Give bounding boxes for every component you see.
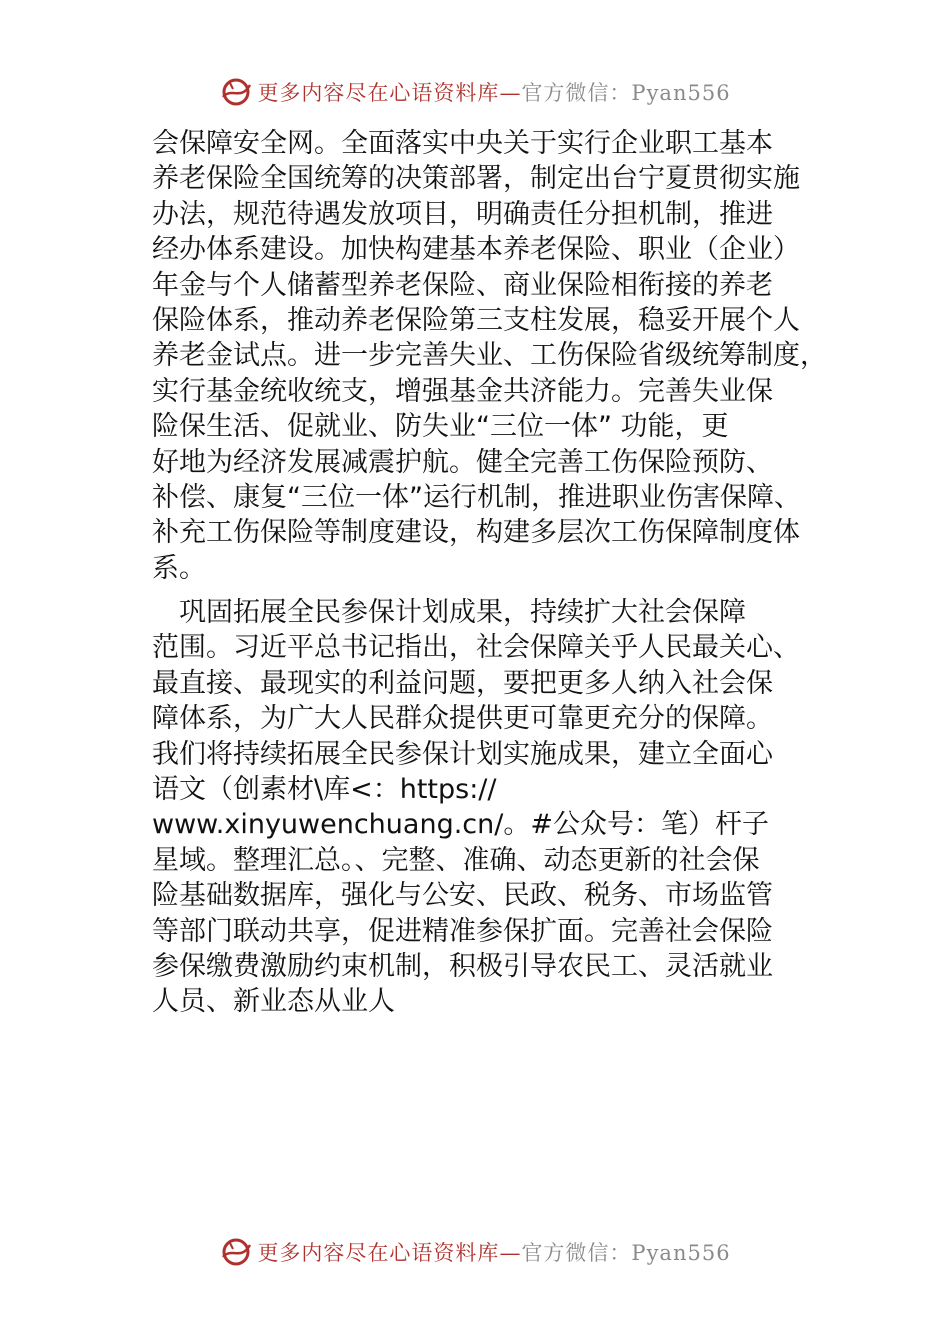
text-line: 我们将持续拓展全民参保计划实施成果，建立全面心 (152, 738, 773, 770)
text-line: 办法，规范待遇发放项目，明确责任分担机制，推进 (152, 198, 773, 230)
brush-logo-icon (219, 1235, 253, 1269)
text-line: 经办体系建设。加快构建基本养老保险、职业（企业） (152, 234, 800, 266)
text-line: 补充工伤保险等制度建设，构建多层次工伤保障制度体 (152, 517, 800, 549)
text-line: 系。 (152, 552, 206, 584)
text-line: 险保生活、促就业、防失业“三位一体” 功能，更 (152, 411, 729, 443)
header-watermark (0, 72, 950, 112)
text-line: 养老金试点。进一步完善失业、工伤保险省级统筹制度， (152, 340, 827, 372)
brush-logo-icon (219, 75, 253, 109)
text-line: 范围。习近平总书记指出，社会保障关乎人民最关心、 (152, 632, 800, 664)
text-line: 险基础数据库，强化与公安、民政、税务、市场监管 (152, 880, 773, 912)
text-line: 等部门联动共享，促进精准参保扩面。完善社会保险 (152, 915, 773, 947)
text-line: 语文（创素材\库<：https:// (152, 774, 497, 806)
text-line: 会保障安全网。全面落实中央关于实行企业职工基本 (152, 128, 773, 159)
watermark-text: 更多内容尽在心语资料库—官方微信：Pyan556 (257, 1241, 731, 1265)
text-line: 实行基金统收统支，增强基金共济能力。完善失业保 (152, 375, 773, 407)
text-line: 保险体系，推动养老保险第三支柱发展，稳妥开展个人 (152, 304, 800, 336)
footer-watermark (0, 1232, 950, 1272)
text-line: 好地为经济发展减震护航。健全完善工伤保险预防、 (152, 446, 773, 478)
text-line: 养老保险全国统筹的决策部署，制定出台宁夏贯彻实施 (152, 163, 800, 195)
text-line: 补偿、康复“三位一体”运行机制，推进职业伤害保障、 (152, 481, 801, 513)
text-line: 障体系，为广大人民群众提供更可靠更充分的保障。 (152, 703, 773, 735)
text-line: www.xinyuwenchuang.cn/。#公众号：笔）杆子 (152, 809, 769, 841)
text-line: 人员、新业态从业人 (152, 986, 395, 1018)
paragraph-2 (152, 595, 832, 1020)
text-line: 巩固拓展全民参保计划成果，持续扩大社会保障 (152, 597, 746, 629)
text-line: 最直接、最现实的利益问题，要把更多人纳入社会保 (152, 667, 773, 699)
text-line: 参保缴费激励约束机制，积极引导农民工、灵活就业 (152, 950, 773, 982)
paragraph-1 (152, 126, 832, 586)
text-line: 星域。整理汇总。、完整、准确、动态更新的社会保 (152, 844, 760, 876)
watermark-text: 更多内容尽在心语资料库—官方微信：Pyan556 (257, 81, 731, 105)
document-body (152, 126, 832, 1020)
text-line: 年金与个人储蓄型养老保险、商业保险相衔接的养老 (152, 269, 773, 301)
